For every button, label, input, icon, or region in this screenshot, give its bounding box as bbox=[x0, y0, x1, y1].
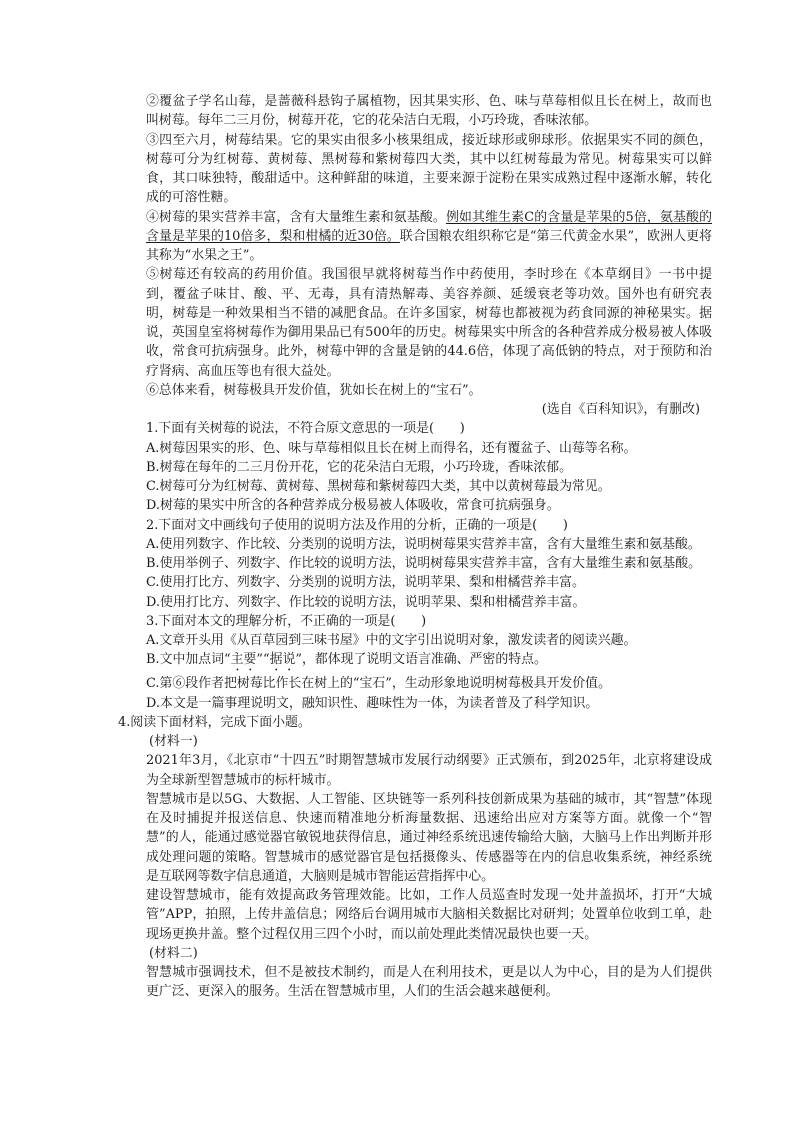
paragraph-5: ⑤树莓还有较高的药用价值。我国很早就将树莓当作中药使用，李时珍在《本草纲目》一书中提到，覆盆子味甘、酸、平、无毒，具有清热解毒、美容养颜、延缓衰老等功效。国外也有研究表明，树莓是一种效果相当不错的减肥食品。在许多国家，树莓也都被视为药食同源的神秘果实。据说，英国皇室将树莓作为御用果品已有500年的历史。树莓果实中所含的各种营养成分极易被人体吸收，常食可抗病强身。此外，树莓中钾的含量是钠的44.6倍，体现了高低钠的特点，对于预防和治疗肾病、高血压等也有很大益处。 bbox=[146, 267, 713, 379]
question-2-stem: 2.下面对文中画线句子使用的说明方法及作用的分析，正确的一项是( ) bbox=[146, 517, 568, 533]
question-2-option-a: A.使用列数字、作比较、分类别的说明方法，说明树莓果实营养丰富，含有大量维生素和氨基酸。 bbox=[146, 536, 701, 552]
question-1-option-c: C.树莓可分为红树莓、黄树莓、黑树莓和紫树莓四大类，其中以黄树莓最为常见。 bbox=[146, 479, 611, 494]
question-2 bbox=[146, 516, 712, 612]
material-1-paragraph-2: 智慧城市是以5G、大数据、人工智能、区块链等一系列科技创新成果为基础的城市，其“智慧”体现在及时捕捉并报送信息、快速而精准地分析海量数据、迅速给出应对方案等方面。就像一个“智慧”的人，能通过感觉器官敏锐地获得信息，通过神经系统迅速传输给大脑，大脑马上作出判断并形成处理问题的策略。智慧城市的感觉器官是包括摄像头、传感器等在内的信息收集系统，神经系统是互联网等数字信息通道，大脑则是城市智能运营指挥中心。 bbox=[146, 791, 712, 884]
question-4-stem: 4.阅读下面材料，完成下面小题。 bbox=[118, 714, 311, 730]
question-1-option-d: D.树莓的果实中所含的各种营养成分极易被人体吸收，常食可抗病强身。 bbox=[146, 498, 560, 514]
question-3-option-b bbox=[146, 650, 712, 674]
paragraph-2: ②覆盆子学名山莓，是蔷薇科悬钩子属植物，因其果实形、色、味与草莓相似且长在树上，故而也叫树莓。每年二三月份，树莓开花，它的花朵洁白无瑕，小巧玲珑，香味浓郁。 bbox=[146, 94, 712, 129]
question-2-option-c: C.使用打比方、列数字、分类别的说明方法，说明苹果、梨和柑橘营养丰富。 bbox=[146, 575, 585, 591]
option-b-part-3: ”，都体现了说明文语言准确、严密的特点。 bbox=[295, 652, 547, 668]
question-2-option-d: D.使用打比方、列数字、作比较的说明方法，说明苹果、梨和柑橘营养丰富。 bbox=[146, 594, 586, 610]
question-3 bbox=[146, 612, 712, 713]
question-1-option-a: A.树莓因果实的形、色、味与草莓相似且长在树上而得名，还有覆盆子、山莓等名称。 bbox=[146, 440, 637, 456]
underlined-sentence: 例如其维生素C的含量是苹果的5倍，氨基酸的含量是苹果的10倍多，梨和柑橘的近30倍。 bbox=[146, 209, 712, 244]
dotted-word-1: 主要 bbox=[230, 652, 257, 668]
question-3-option-c: C.第⑥段作者把树莓比作长在树上的“宝石”，生动形象地说明树莓极具开发价值。 bbox=[146, 676, 611, 692]
question-3-stem: 3.下面对本文的理解分析，不正确的一项是( ) bbox=[146, 613, 427, 629]
material-1-paragraph-3: 建设智慧城市，能有效提高政务管理效能。比如，工作人员巡查时发现一处井盖损坏，打开“大城管”APP，拍照，上传井盖信息；网络后台调用城市大脑相关数据比对研判；处置单位收到工单，赴现场更换井盖。整个过程仅用三四个小时，而以前处理此类情况最快也要一天。 bbox=[146, 888, 712, 942]
paragraph-4-tail: 联合国粮农组织称它是“第三代黄金水果”，欧洲人更将其称为“水果之王”。 bbox=[146, 228, 712, 263]
question-3-option-a: A.文章开头用《从百草园到三味书屋》中的文字引出说明对象，激发读者的阅读兴趣。 bbox=[146, 633, 637, 648]
material-2-heading: (材料二) bbox=[149, 945, 198, 961]
question-2-option-b: B.使用举例子、列数字、作比较的说明方法，说明树莓果实营养丰富，含有大量维生素和氨基酸。 bbox=[146, 556, 701, 571]
paragraph-3: ③四至六月，树莓结果。它的果实由很多小核果组成，接近球形或卵球形。依据果实不同的颜色，树莓可分为红树莓、黄树莓、黑树莓和紫树莓四大类，其中以红树莓最为常见。树莓果实可以鲜食，其口味独特，酸甜适中。这种鲜甜的味道，主要来源于淀粉在果实成熟过程中逐渐水解，转化成的可溶性糖。 bbox=[146, 132, 712, 206]
option-b-part-1: B.文中加点词“ bbox=[146, 652, 231, 668]
paragraph-4-lead: ④树莓的果实营养丰富，含有大量维生素和氨基酸。 bbox=[146, 209, 446, 225]
source-citation: (选自《百科知识》，有删改) bbox=[541, 402, 700, 417]
paragraph-4 bbox=[146, 208, 712, 266]
question-1-stem: 1.下面有关树莓的说法，不符合原文意思的一项是( ) bbox=[146, 421, 465, 437]
paragraph-6: ⑥总体来看，树莓极具开发价值，犹如长在树上的“宝石”。 bbox=[146, 382, 482, 398]
dotted-word-2: 据说 bbox=[269, 652, 296, 668]
material-2-paragraph-1: 智慧城市强调技术，但不是被技术制约，而是人在利用技术，更是以人为中心，目的是为人们提供更广泛、更深入的服务。生活在智慧城市里，人们的生活会越来越便利。 bbox=[146, 965, 712, 1000]
document-page bbox=[118, 92, 713, 1002]
material-1-paragraph-1: 2021年3月，《北京市“十四五”时期智慧城市发展行动纲要》正式颁布，到2025年，北京将建设成为全球新型智慧城市的标杆城市。 bbox=[146, 753, 712, 788]
question-1 bbox=[146, 419, 712, 515]
question-3-option-d: D.本文是一篇事理说明文，融知识性、趣味性为一体，为读者普及了科学知识。 bbox=[146, 695, 599, 711]
question-1-option-b: B.树莓在每年的二三月份开花，它的花朵洁白无瑕，小巧玲珑，香味浓郁。 bbox=[146, 459, 573, 475]
option-b-part-2: ”“ bbox=[256, 652, 270, 668]
material-1-heading: (材料一) bbox=[149, 734, 198, 749]
